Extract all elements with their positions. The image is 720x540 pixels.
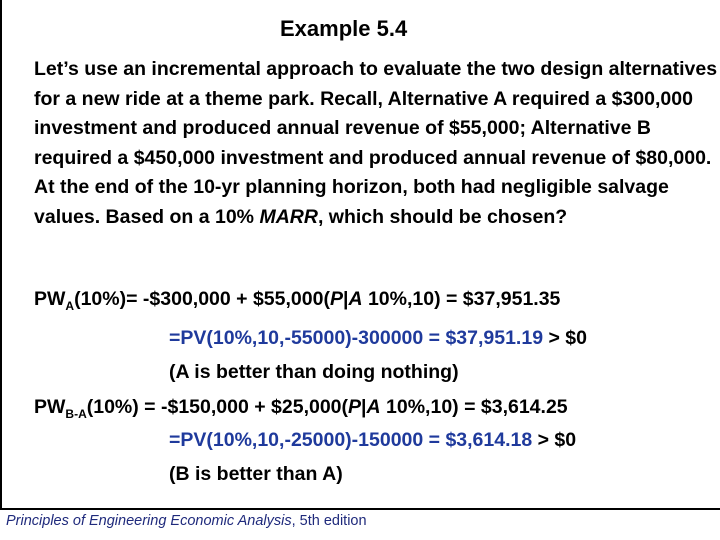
pw-ba-label: PW	[34, 396, 66, 418]
pw-ba-a: A	[366, 396, 381, 418]
pw-ba-rhs: 10%,10) = $3,614.25	[380, 396, 568, 418]
pw-ba-p: P	[348, 396, 362, 418]
problem-text-part1: Let’s use an incremental approach to evaluate the two design alternatives for a new ride at a theme park. Recall, Alternative A required a $300,000 investment and produced annual revenue of $55,000; Alternative B required a $450,000 investment and produced annual revenue of $80,000. At the end of the 10-yr planning horizon, both had negligible salvage values. Based on a 10%	[34, 58, 718, 228]
pw-a-p: P	[329, 288, 343, 310]
pw-a-excel-suffix: > $0	[543, 327, 587, 349]
pw-a-equation	[34, 288, 560, 311]
pw-a-subscript: A	[65, 299, 75, 313]
slide-title: Example 5.4	[280, 16, 408, 41]
pw-a-a: A	[348, 288, 363, 310]
pw-ba-lhs: (10%) = -$150,000 + $25,000(	[86, 396, 349, 418]
pw-ba-subscript: B-A	[65, 407, 87, 421]
pw-ba-equation	[34, 396, 568, 419]
pw-ba-excel-suffix: > $0	[532, 429, 577, 451]
problem-statement	[34, 55, 718, 233]
pw-a-excel-line	[169, 327, 587, 350]
pw-ba-excel-formula: =PV(10%,10,-25000)-150000 = $3,614.18	[169, 429, 533, 451]
footer-citation	[6, 513, 367, 529]
pw-a-label: PW	[34, 288, 66, 310]
footer-book-title: Principles of Engineering Economic Analysis	[6, 513, 292, 529]
pw-ba-bar: |	[361, 396, 367, 418]
pw-a-lhs: (10%)= -$300,000 + $55,000(	[74, 288, 330, 310]
pw-a-bar: |	[342, 288, 349, 310]
pw-ba-excel-line	[169, 429, 576, 452]
pw-a-note: (A is better than doing nothing)	[169, 361, 459, 383]
pw-ba-note: (B is better than A)	[169, 463, 343, 485]
footer-edition: , 5th edition	[291, 513, 367, 529]
pw-a-excel-formula: =PV(10%,10,-55000)-300000 = $37,951.19	[169, 327, 544, 349]
pw-a-rhs: 10%,10) = $37,951.35	[362, 288, 561, 310]
marr-term: MARR	[259, 205, 318, 228]
problem-text-part2: , which should be chosen?	[317, 205, 568, 228]
